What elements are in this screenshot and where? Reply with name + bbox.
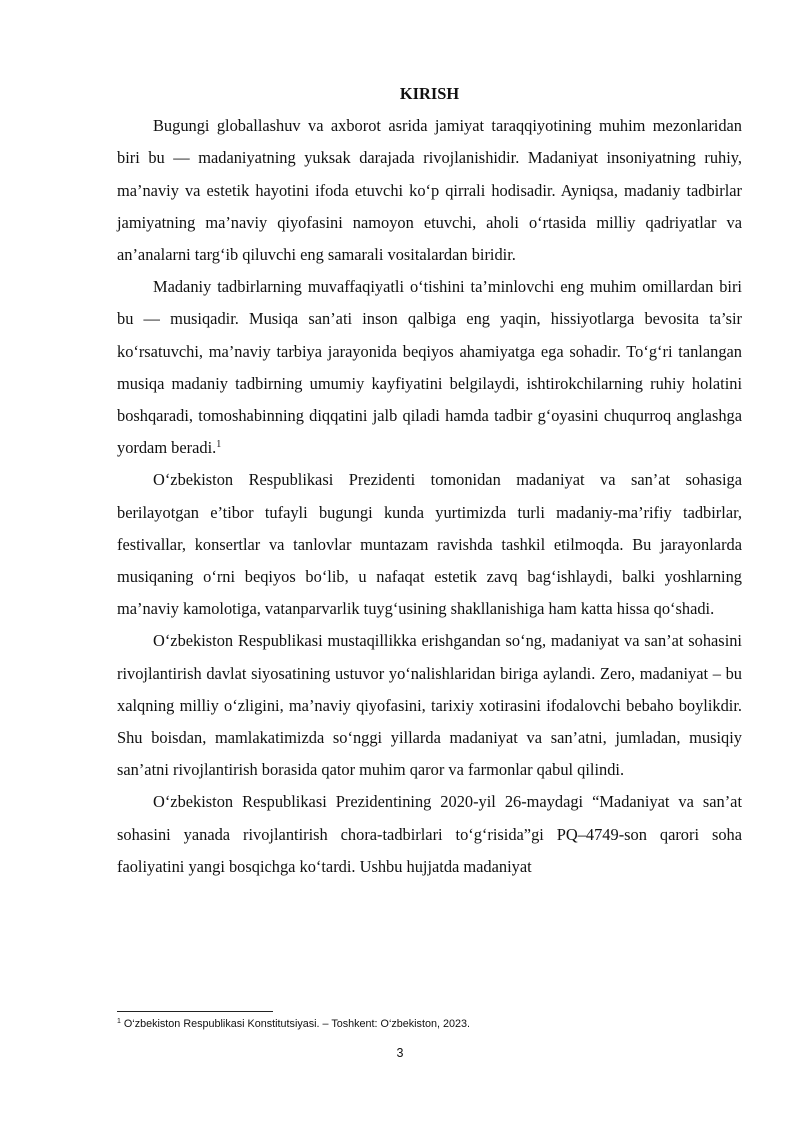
- footnote-separator: [117, 1011, 273, 1012]
- footnote-text: O‘zbekiston Respublikasi Konstitutsiyasi. – Toshkent: O‘zbekiston, 2023.: [123, 1018, 470, 1030]
- section-title: KIRISH: [399, 84, 460, 103]
- page-number: 3: [396, 1046, 404, 1060]
- paragraph-1: Bugungi globallashuv va axborot asrida jamiyat taraqqiyotining muhim mezonlaridan biri bu — madaniyatning yuksak darajada rivojlanishidir. Madaniyat insoniyatning ruhiy, ma’naviy va estetik hayotini ifoda etuvchi ko‘p qirrali hodisadir. Ayniqsa, madaniy tadbirlar jamiyatning ma’naviy qiyofasini namoyon etuvchi, aholi o‘rtasida milliy qadriyatlar va an’analarni targ‘ib qiluvchi eng samarali vositalardan biridir.: [117, 116, 742, 265]
- paragraph-3: O‘zbekiston Respublikasi Prezidenti tomonidan madaniyat va san’at sohasiga berilayotgan e’tibor tufayli bugungi kunda yurtimizda turli madaniy-ma’rifiy tadbirlar, festivallar, konsertlar va tanlovlar muntazam ravishda tashkil etilmoqda. Bu jarayonlarda musiqaning o‘rni beqiyos bo‘lib, u nafaqat estetik zavq bag‘ishlaydi, balki yoshlarning ma’naviy kamolotiga, vatanparvarlik tuyg‘usining shakllanishiga ham katta hissa qo‘shadi.: [117, 470, 742, 619]
- paragraph-5: O‘zbekiston Respublikasi Prezidentining 2020-yil 26-maydagi “Madaniyat va san’at sohasini yanada rivojlantirish chora-tadbirlari to‘g‘risida”gi PQ–4749-son qarori soha faoliyatini yangi bosqichga ko‘tardi. Ushbu hujjatda madaniyat: [117, 792, 742, 876]
- footnote-reference[interactable]: 1: [216, 439, 222, 451]
- paragraph-2-text: Madaniy tadbirlarning muvaffaqiyatli o‘tishini ta’minlovchi eng muhim omillardan biri bu — musiqadir. Musiqa san’ati inson qalbiga eng yaqin, hissiyotlarga bevosita ta’sir ko‘rsatuvchi, ma’naviy tarbiya jarayonida beqiyos ahamiyatga ega sohadir. To‘g‘ri tanlangan musiqa madaniy tadbirning umumiy kayfiyatini belgilaydi, ishtirokchilarning ruhiy holatini boshqaradi, tomoshabinning diqqatini jalb qiladi hamda tadbir g‘oyasini chuqurroq anglashga yordam beradi.: [117, 277, 742, 458]
- document-body: [117, 78, 742, 883]
- paragraph-4: O‘zbekiston Respublikasi mustaqillikka erishgandan so‘ng, madaniyat va san’at sohasini rivojlantirish davlat siyosatining ustuvor yo‘nalishlaridan biriga aylandi. Zero, madaniyat – bu xalqning milliy o‘zligini, ma’naviy qiyofasini, tarixiy xotirasini ifodalovchi bebaho boylikdir. Shu boisdan, mamlakatimizda so‘nggi yillarda madaniyat va san’atni, jumladan, musiqiy san’atni rivojlantirish borasida qator muhim qaror va farmonlar qabul qilindi.: [117, 631, 742, 780]
- footnote: [117, 1017, 742, 1031]
- paragraph-2: [117, 271, 742, 464]
- footnote-number: 1: [117, 1018, 121, 1025]
